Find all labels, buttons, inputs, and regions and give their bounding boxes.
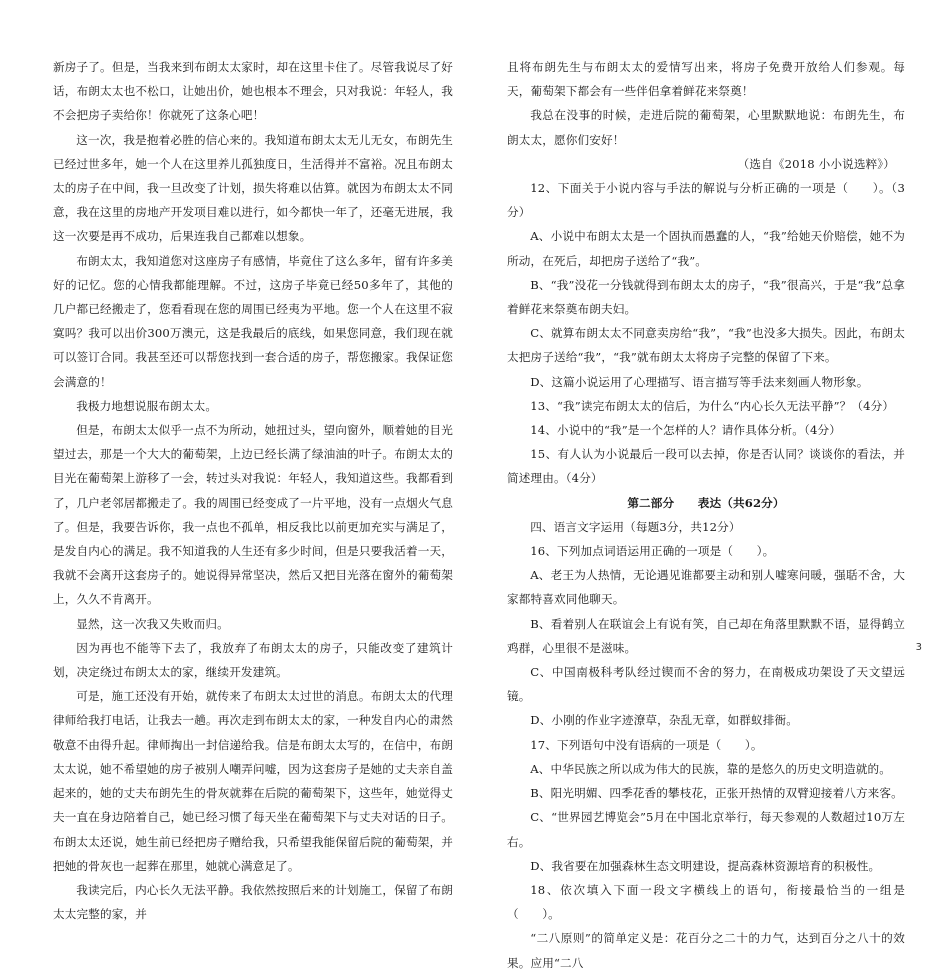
left-paragraph: 我极力地想说服布朗太太。	[76, 398, 218, 413]
right-paragraph: B、阳光明媚、四季花香的攀枝花，正张开热情的双臂迎接着八方来客。	[530, 786, 903, 801]
right-paragraph: 17、下列语句中没有语病的一项是（ ）。	[530, 737, 763, 752]
right-paragraph: 15、有人认为小说最后一段可以去掉，你是否认同？谈谈你的看法，并简述理由。（4分）	[507, 447, 905, 486]
right-paragraph: 18、依次填入下面一段文字横线上的语句，衔接最恰当的一组是（ ）。	[507, 882, 905, 922]
left-paragraph: 但是，布朗太太似乎一点不为所动，她扭过头，望向窗外，顺着她的目光望过去，那是一个大大的葡萄架，上边已经长满了绿油油的叶子。布朗太太的目光在葡萄架上游移了一会，转过头对我说：年轻人，我知道这些。我都看到了，几户老邻居都搬走了。我的周围已经变成了一片平地，没有一点烟火气息了。但是，我要告诉你，我一点也不孤单，相反我比以前更加充实与满足了，是发自内心的满足。我不知道我的人生还有多少时间，但是只要我活着一天，我就不会离开这套房子的。她说得异常坚决，然后又把目光落在窗外的葡萄架上，久久不肯离开。	[53, 423, 453, 607]
right-paragraph: A、小说中布朗太太是一个固执而愚蠢的人，“我”给她天价赔偿，她不为所动，在死后，却把房子送给了“我”。	[507, 229, 905, 268]
right-paragraph: C、就算布朗太太不同意卖房给“我”，“我”也没多大损失。因此，布朗太太把房子送给“我”，“我”就布朗太太将房子完整的保留了下来。	[507, 326, 905, 365]
left-paragraph: 新房子了。但是，当我来到布朗太太家时，却在这里卡住了。尽管我说尽了好话，布朗太太也不松口，让她出价，她也根本不理会，只对我说：年轻人，我不会把房子卖给你！你就死了这条心吧！	[53, 60, 453, 123]
right-paragraph: C、“世界园艺博览会”5月在中国北京举行，每天参观的人数超过10万左右。	[507, 810, 905, 849]
right-paragraph: D、我省要在加强森林生态文明建设，提高森林资源培育的积极性。	[530, 858, 881, 873]
right-paragraph: “二八原则”的简单定义是：花百分之二十的力气，达到百分之八十的效果。应用“二八	[507, 931, 905, 970]
right-paragraph: A、老王为人热情，无论遇见谁都要主动和别人嘘寒问暖，强聒不舍，大家都特喜欢同他聊天。	[507, 568, 905, 607]
left-paragraph: 显然，这一次我又失败而归。	[76, 616, 229, 631]
left-paragraph: 布朗太太，我知道您对这座房子有感情，毕竟住了这么多年，留有许多美好的记忆。您的心情我都能理解。不过，这房子毕竟已经50多年了，其他的几户都已经搬走了，您看看现在您的周围已经夷为平地。您一个人在这里不寂寞吗？我可以出价300万澳元，这是我最后的底线，如果您同意，我们现在就可以签订合同。我甚至还可以帮您找到一套合适的房子，帮您搬家。我保证您会满意的！	[53, 253, 453, 389]
source-citation: （选自《2018 小小说选粹》）	[737, 156, 895, 171]
left-paragraph: 这一次，我是抱着必胜的信心来的。我知道布朗太太无儿无女，布朗先生已经过世多年，她一个人在这里养儿孤独度日，生活得并不富裕。况且布朗太太的房子在中间，我一旦改变了计划，损失将难以估算。就因为布朗太太不同意，我在这里的房地产开发项目难以进行，如今都快一年了，还毫无进展，我这一次要是再不成功，后果连我自己都难以想象。	[53, 132, 453, 244]
right-paragraph: 四、语言文字运用（每题3分，共12分）	[530, 519, 741, 534]
right-paragraph: 我总在没事的时候，走进后院的葡萄架，心里默默地说：布朗先生，布朗太太，愿你们安好！	[507, 108, 905, 147]
right-paragraph: 且将布朗先生与布朗太太的爱情写出来，将房子免费开放给人们参观。每天，葡萄架下都会有一些伴侣拿着鲜花来祭奠！	[507, 60, 905, 99]
right-paragraph: 14、小说中的“我”是一个怎样的人？请作具体分析。（4分）	[530, 423, 841, 438]
right-column	[507, 55, 905, 975]
left-paragraph: 可是，施工还没有开始，就传来了布朗太太过世的消息。布朗太太的代理律师给我打电话，让我去一趟。再次走到布朗太太的家，一种发自内心的肃然敬意不由得升起。律师掏出一封信递给我。信是布朗太太写的，在信中，布朗太太说，她不希望她的房子被别人嘲弄问嘘，因为这套房子是她的丈夫亲自盖起来的，她的丈夫布朗先生的骨灰就葬在后院的葡萄架下，这些年，她觉得丈夫一直在身边陪着自己，她已经习惯了每天坐在葡萄架下与丈夫对话的日子。布朗太太还说，她生前已经把房子赠给我，只希望我能保留后院的葡萄架，并把她的骨灰也一起葬在那里，她就心满意足了。	[53, 689, 453, 873]
right-paragraph: B、看着别人在联谊会上有说有笑，自己却在角落里默默不语，显得鹤立鸡群，心里很不是滋味。	[507, 616, 905, 655]
left-column	[53, 55, 453, 926]
section-heading: 第二部分 表达（共62分）	[627, 495, 785, 510]
right-paragraph: B、“我”没花一分钱就得到布朗太太的房子，“我”很高兴，于是“我”总拿着鲜花来祭奠布朗夫妇。	[507, 277, 905, 317]
right-paragraph: 16、下列加点词语运用正确的一项是（ ）。	[530, 544, 775, 559]
page-number: 3	[915, 642, 922, 653]
right-paragraph: A、中华民族之所以成为伟大的民族，靠的是悠久的历史文明造就的。	[530, 761, 892, 776]
left-paragraph: 我读完后，内心长久无法平静。我依然按照后来的计划施工，保留了布朗太太完整的家，并	[53, 882, 453, 922]
right-paragraph: D、小刚的作业字迹潦草，杂乱无章，如群蚁排衙。	[530, 713, 798, 728]
left-paragraph: 因为再也不能等下去了，我放弃了布朗太太的房子，只能改变了建筑计划，决定绕过布朗太太的家，继续开发建筑。	[53, 640, 453, 680]
right-paragraph: 13、“我”读完布朗太太的信后，为什么“内心长久无法平静”？（4分）	[530, 398, 895, 413]
right-paragraph: 12、下面关于小说内容与手法的解说与分析正确的一项是（ ）。（3分）	[507, 181, 905, 220]
right-paragraph: D、这篇小说运用了心理描写、语言描写等手法来刻画人物形象。	[530, 374, 869, 389]
right-paragraph: C、中国南极科考队经过锲而不舍的努力，在南极成功架设了天文望远镜。	[507, 665, 905, 704]
